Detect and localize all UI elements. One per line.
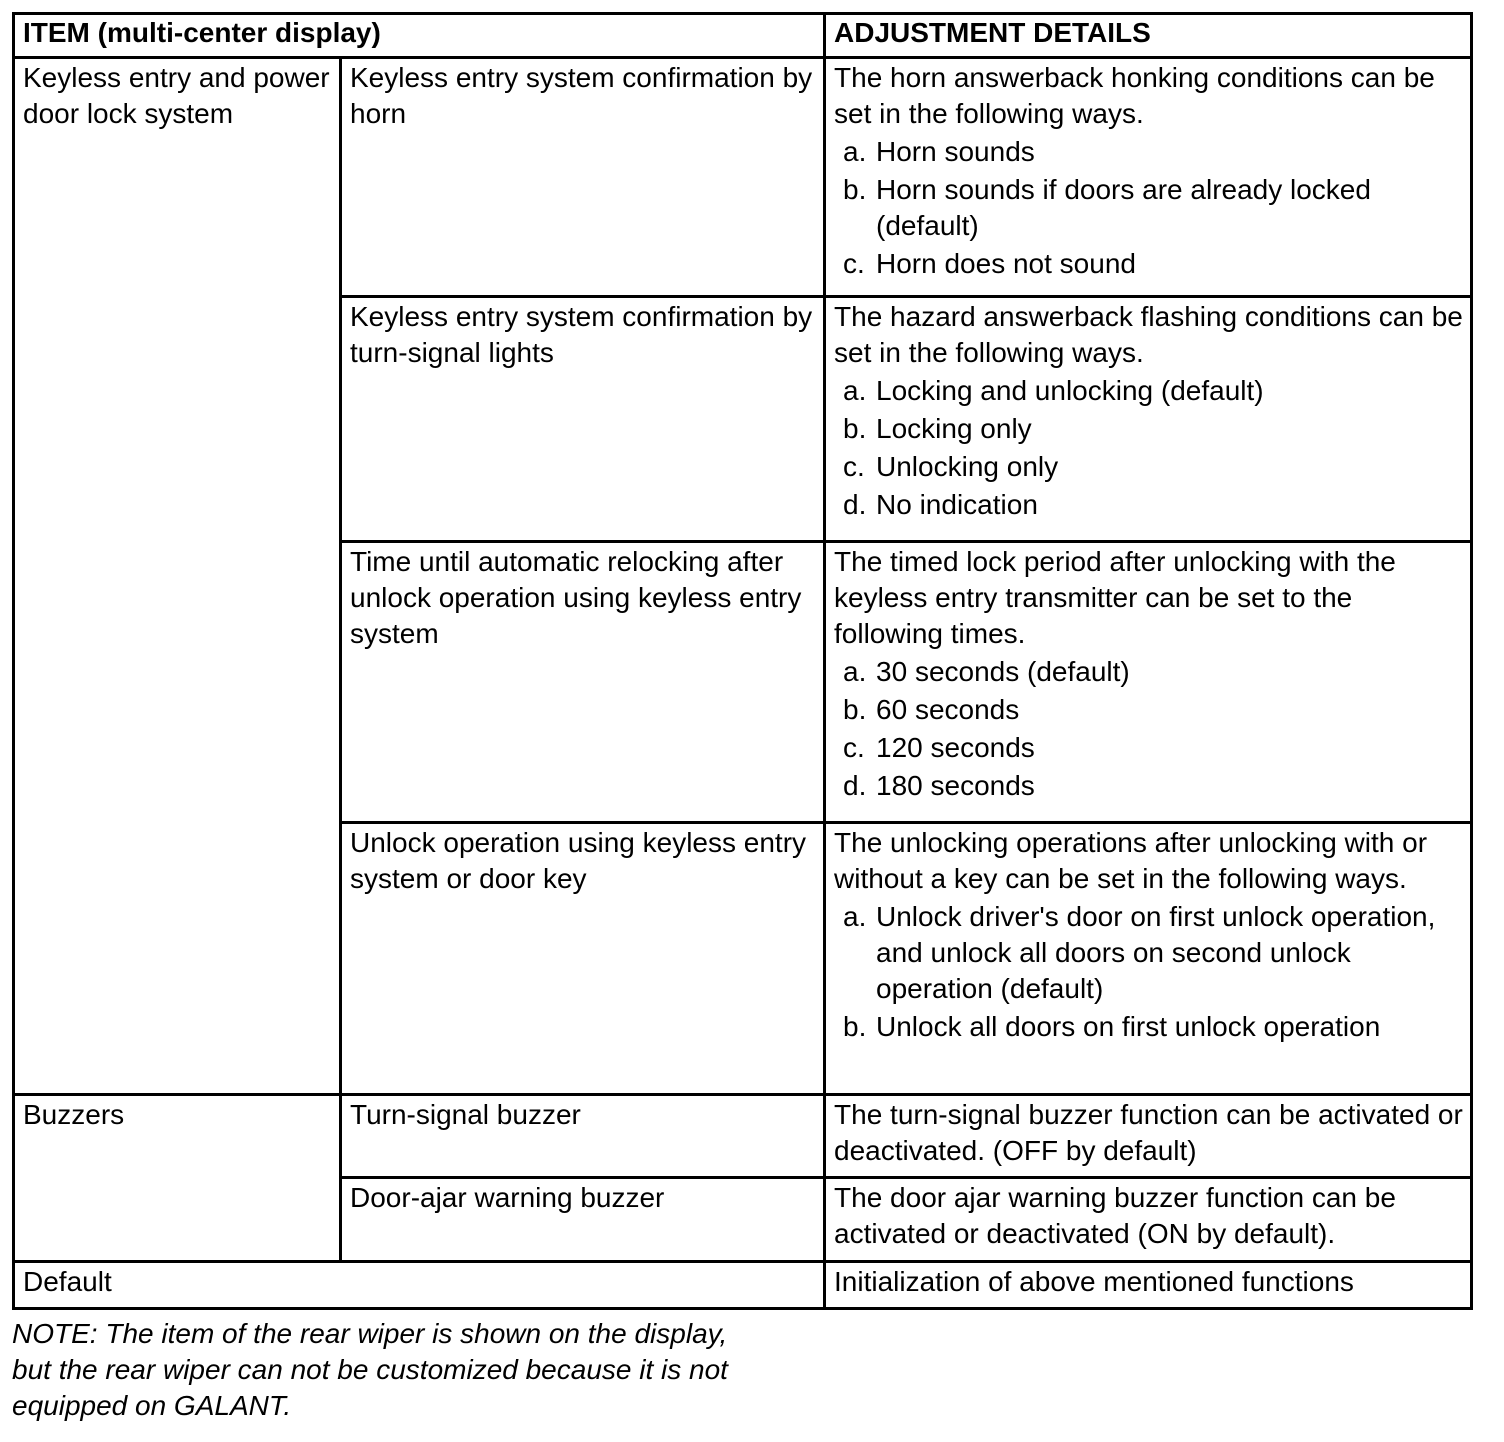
item-cell: Door-ajar warning buzzer: [341, 1178, 825, 1262]
option-item: [834, 692, 1463, 728]
option-text: 180 seconds: [876, 770, 1035, 801]
option-text: Horn does not sound: [876, 248, 1136, 279]
details-text: The horn answerback honking conditions can be set in the following ways.: [834, 62, 1435, 129]
option-item: [834, 172, 1463, 244]
option-list: [834, 654, 1463, 804]
group-keyless-entry: Keyless entry and power door lock system: [14, 58, 341, 1095]
option-label: d.: [843, 489, 867, 520]
option-text: Unlock all doors on first unlock operation: [876, 1011, 1381, 1042]
header-item: ITEM (multi-center display): [14, 14, 825, 58]
option-text: Unlock driver's door on first unlock operation, and unlock all doors on second unlock operation (default): [876, 901, 1436, 1004]
option-label: b.: [843, 694, 867, 725]
option-list: [834, 134, 1463, 282]
option-text: Unlocking only: [876, 451, 1059, 482]
group-default: Default: [14, 1262, 825, 1309]
option-label: b.: [843, 413, 867, 444]
footnote: NOTE: The item of the rear wiper is shown on the display, but the rear wiper can not be customized because it is not equipped on GALANT.: [12, 1318, 728, 1421]
item-cell: Time until automatic relocking after unlock operation using keyless entry system: [341, 542, 825, 823]
details-text: The unlocking operations after unlocking with or without a key can be set in the following ways.: [834, 827, 1428, 894]
option-text: 120 seconds: [876, 732, 1035, 763]
option-item: [834, 373, 1463, 409]
option-label: d.: [843, 770, 867, 801]
option-label: b.: [843, 174, 867, 205]
option-item: [834, 411, 1463, 447]
option-label: b.: [843, 1011, 867, 1042]
option-item: [834, 899, 1463, 1007]
option-text: Horn sounds: [876, 136, 1035, 167]
option-item: [834, 487, 1463, 523]
option-item: [834, 134, 1463, 170]
header-adjustment-details: ADJUSTMENT DETAILS: [825, 14, 1472, 58]
table-row: [14, 1095, 1472, 1178]
table-row: [14, 1262, 1472, 1309]
option-item: [834, 449, 1463, 485]
option-label: a.: [843, 136, 867, 167]
details-cell: [825, 297, 1472, 542]
option-item: [834, 768, 1463, 804]
option-label: a.: [843, 375, 867, 406]
option-text: Locking only: [876, 413, 1032, 444]
option-item: [834, 246, 1463, 282]
table-header-row: [14, 14, 1472, 58]
option-item: [834, 1009, 1463, 1045]
details-cell: The door ajar warning buzzer function can be activated or deactivated (ON by default).: [825, 1178, 1472, 1262]
item-cell: Keyless entry system confirmation by horn: [341, 58, 825, 297]
option-text: Horn sounds if doors are already locked (default): [876, 174, 1371, 241]
option-text: 30 seconds (default): [876, 656, 1130, 687]
details-cell: [825, 58, 1472, 297]
group-buzzers: Buzzers: [14, 1095, 341, 1262]
item-cell: Unlock operation using keyless entry system or door key: [341, 823, 825, 1095]
option-text: No indication: [876, 489, 1038, 520]
item-cell: Turn-signal buzzer: [341, 1095, 825, 1178]
details-cell: [825, 542, 1472, 823]
option-label: a.: [843, 656, 867, 687]
option-label: a.: [843, 901, 867, 932]
option-label: c.: [843, 732, 865, 763]
option-text: 60 seconds: [876, 694, 1020, 725]
table-row: [14, 58, 1472, 297]
option-label: c.: [843, 451, 865, 482]
customization-table: [12, 12, 1473, 1310]
details-text: The hazard answerback flashing conditions can be set in the following ways.: [834, 301, 1463, 368]
option-list: [834, 899, 1463, 1045]
item-cell: Keyless entry system confirmation by turn-signal lights: [341, 297, 825, 542]
option-list: [834, 373, 1463, 523]
details-cell: Initialization of above mentioned functions: [825, 1262, 1472, 1309]
option-item: [834, 730, 1463, 766]
option-label: c.: [843, 248, 865, 279]
option-text: Locking and unlocking (default): [876, 375, 1264, 406]
details-cell: [825, 823, 1472, 1095]
details-cell: The turn-signal buzzer function can be activated or deactivated. (OFF by default): [825, 1095, 1472, 1178]
details-text: The timed lock period after unlocking with the keyless entry transmitter can be set to the following times.: [834, 546, 1396, 649]
option-item: [834, 654, 1463, 690]
